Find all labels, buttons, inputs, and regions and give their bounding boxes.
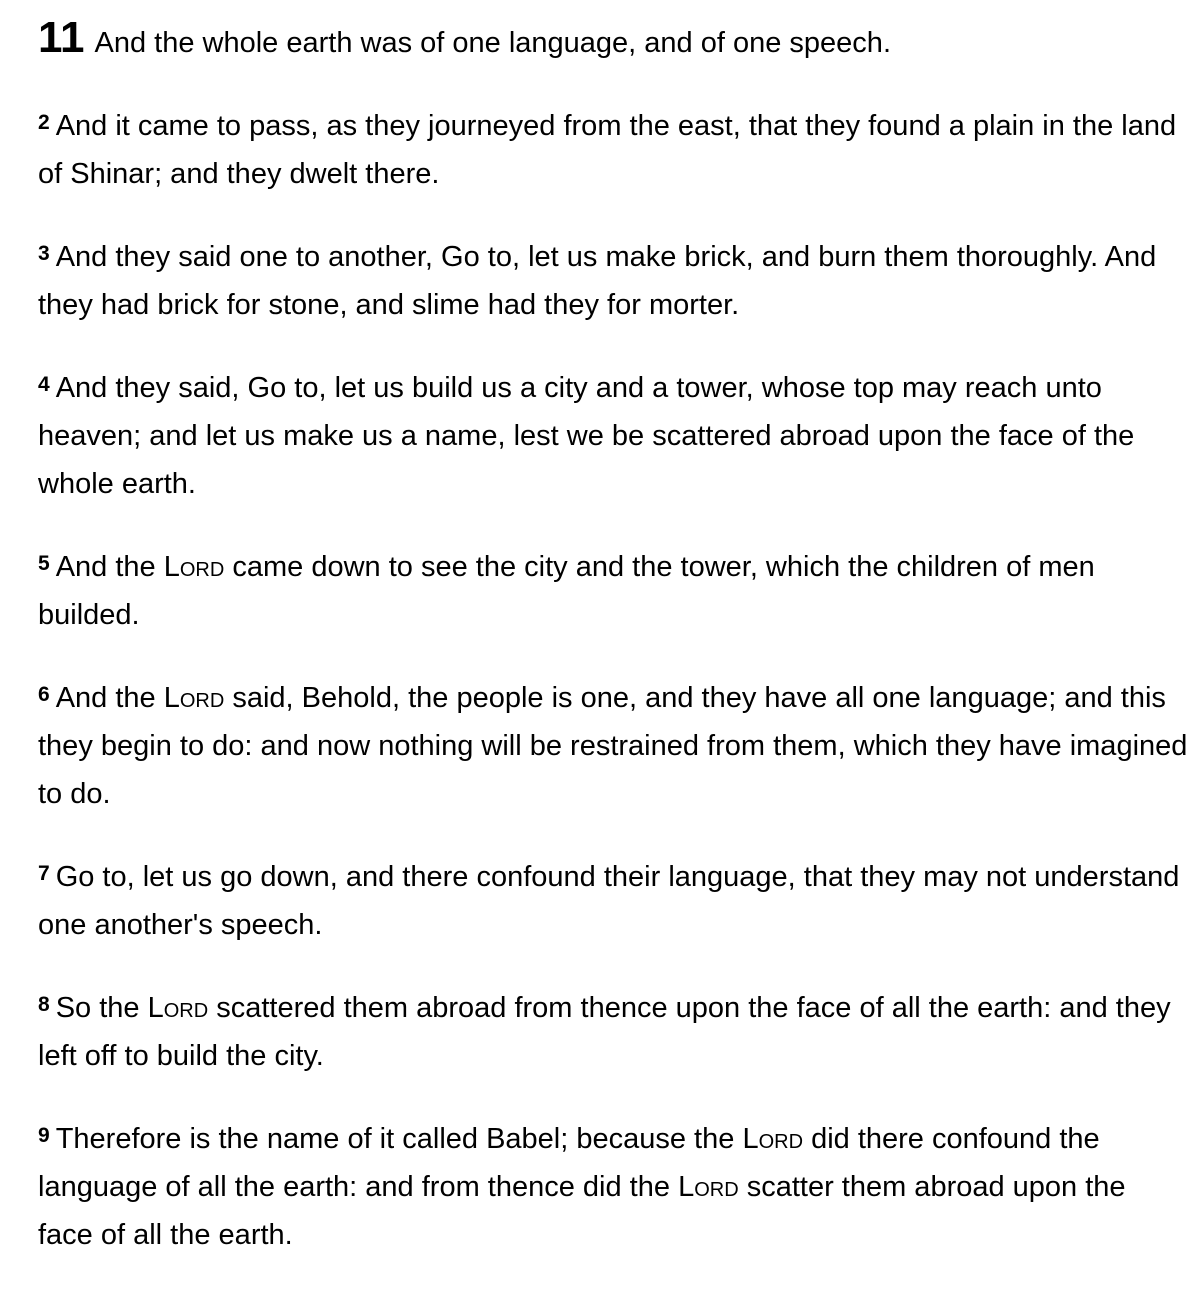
verse-text: came down to see the city and the tower, which the children of men builded.	[38, 551, 1095, 631]
verse-number: 3	[38, 242, 50, 265]
verse-text: scatter them abroad upon the face of all the earth.	[38, 1171, 1126, 1251]
verse-number: 2	[38, 111, 50, 134]
divine-name: Lord	[163, 682, 225, 714]
verse-5	[38, 540, 1188, 639]
verse-6	[38, 671, 1188, 818]
divine-name: Lord	[147, 992, 209, 1024]
verse-number: 5	[38, 552, 50, 575]
verse-text: So the	[55, 992, 148, 1024]
verse-text: And the	[55, 551, 164, 583]
verse-9	[38, 1112, 1188, 1259]
verse-text: And the whole earth was of one language, and of one speech.	[94, 27, 891, 59]
chapter-number: 11	[38, 13, 85, 62]
verse-number: 8	[38, 993, 50, 1016]
verse-text: And it came to pass, as they journeyed from the east, that they found a plain in the land of Shinar; and they dwelt there.	[38, 110, 1177, 190]
verse-text: did there confound the language of all the earth: and from thence did the	[38, 1123, 1100, 1203]
scripture-passage	[38, 14, 1188, 1291]
verse-text: said, Behold, the people is one, and they have all one language; and this they begin to do: and now nothing will be restrained from them, which they have imagined to do.	[38, 682, 1188, 810]
verse-text: And they said, Go to, let us build us a city and a tower, whose top may reach unto heaven; and let us make us a name, lest we be scattered abroad upon the face of the whole earth.	[38, 372, 1135, 500]
verse-text: Therefore is the name of it called Babel; because the	[55, 1123, 743, 1155]
verse-number: 4	[38, 373, 50, 396]
divine-name: Lord	[678, 1171, 739, 1203]
verse-text: Go to, let us go down, and there confound their language, that they may not understand one another's speech.	[38, 861, 1180, 941]
divine-name: Lord	[163, 551, 225, 583]
verse-text: And the	[55, 682, 164, 714]
divine-name: Lord	[742, 1123, 804, 1155]
verse-number: 7	[38, 862, 50, 885]
verse-3	[38, 230, 1188, 329]
verse-8	[38, 981, 1188, 1080]
verse-number: 9	[38, 1124, 50, 1147]
verse-number: 6	[38, 683, 50, 706]
verse-text: And they said one to another, Go to, let us make brick, and burn them thoroughly. And they had brick for stone, and slime had they for morter.	[38, 241, 1157, 321]
verse-text: scattered them abroad from thence upon the face of all the earth: and they left off to build the city.	[38, 992, 1171, 1072]
verse-7	[38, 850, 1188, 949]
verse-4	[38, 361, 1188, 508]
verse-2	[38, 99, 1188, 198]
verse-1	[38, 14, 1188, 67]
